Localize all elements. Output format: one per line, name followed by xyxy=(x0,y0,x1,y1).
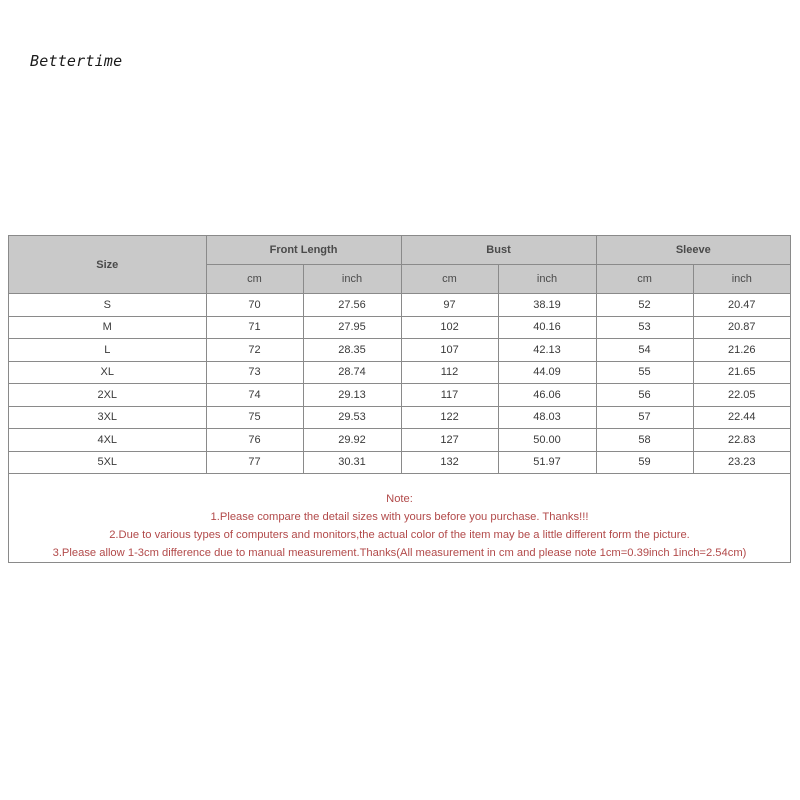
measurement-cell: 132 xyxy=(401,451,498,473)
brand-name: Bettertime xyxy=(30,52,123,70)
measurement-cell: 107 xyxy=(401,339,498,362)
measurement-cell: 20.47 xyxy=(693,294,790,317)
size-column-header: Size xyxy=(9,236,206,294)
measurement-cell: 46.06 xyxy=(498,384,596,407)
table-row xyxy=(9,316,790,339)
table-row xyxy=(9,384,790,407)
measurement-cell: 74 xyxy=(206,384,303,407)
measurement-cell: 22.44 xyxy=(693,406,790,429)
measurement-cell: 122 xyxy=(401,406,498,429)
measurement-cell: 53 xyxy=(596,316,693,339)
unit-header: cm xyxy=(206,265,303,294)
unit-header: inch xyxy=(498,265,596,294)
bust-header: Bust xyxy=(401,236,596,265)
measurement-cell: 71 xyxy=(206,316,303,339)
notes-section xyxy=(9,473,790,562)
measurement-cell: 28.74 xyxy=(303,361,401,384)
measurement-cell: 30.31 xyxy=(303,451,401,473)
measurement-cell: 20.87 xyxy=(693,316,790,339)
measurement-cell: 23.23 xyxy=(693,451,790,473)
sleeve-header: Sleeve xyxy=(596,236,790,265)
table-row xyxy=(9,294,790,317)
measurement-cell: 52 xyxy=(596,294,693,317)
measurement-cell: 112 xyxy=(401,361,498,384)
measurement-cell: 97 xyxy=(401,294,498,317)
measurement-cell: 58 xyxy=(596,429,693,452)
measurement-cell: 42.13 xyxy=(498,339,596,362)
header-group-row xyxy=(9,236,790,265)
note-line: 2.Due to various types of computers and monitors,the actual color of the item may be a little different form the picture. xyxy=(109,529,690,541)
measurement-cell: 29.53 xyxy=(303,406,401,429)
size-label-cell: 2XL xyxy=(9,384,206,407)
measurement-cell: 73 xyxy=(206,361,303,384)
size-label-cell: S xyxy=(9,294,206,317)
size-label-cell: 5XL xyxy=(9,451,206,473)
unit-header: cm xyxy=(596,265,693,294)
table-row xyxy=(9,451,790,473)
table-row xyxy=(9,429,790,452)
notes-title: Note: xyxy=(386,493,413,505)
measurement-cell: 59 xyxy=(596,451,693,473)
measurement-cell: 27.95 xyxy=(303,316,401,339)
measurement-cell: 50.00 xyxy=(498,429,596,452)
measurement-cell: 28.35 xyxy=(303,339,401,362)
measurement-cell: 57 xyxy=(596,406,693,429)
front-length-header: Front Length xyxy=(206,236,401,265)
measurement-cell: 29.92 xyxy=(303,429,401,452)
note-line: 3.Please allow 1-3cm difference due to manual measurement.Thanks(All measurement in cm and please note 1cm=0.39inch 1inch=2.54cm) xyxy=(52,547,747,559)
measurement-cell: 51.97 xyxy=(498,451,596,473)
measurement-cell: 29.13 xyxy=(303,384,401,407)
measurement-cell: 56 xyxy=(596,384,693,407)
table-row xyxy=(9,339,790,362)
measurement-cell: 48.03 xyxy=(498,406,596,429)
unit-header: cm xyxy=(401,265,498,294)
size-label-cell: L xyxy=(9,339,206,362)
size-label-cell: XL xyxy=(9,361,206,384)
measurement-cell: 21.65 xyxy=(693,361,790,384)
size-label-cell: 4XL xyxy=(9,429,206,452)
table-row xyxy=(9,406,790,429)
measurement-cell: 102 xyxy=(401,316,498,339)
size-chart xyxy=(8,235,791,563)
size-label-cell: M xyxy=(9,316,206,339)
measurement-cell: 77 xyxy=(206,451,303,473)
measurement-cell: 27.56 xyxy=(303,294,401,317)
measurement-cell: 40.16 xyxy=(498,316,596,339)
note-line: 1.Please compare the detail sizes with yours before you purchase. Thanks!!! xyxy=(210,511,589,523)
measurement-cell: 76 xyxy=(206,429,303,452)
measurement-cell: 44.09 xyxy=(498,361,596,384)
size-label-cell: 3XL xyxy=(9,406,206,429)
measurement-cell: 75 xyxy=(206,406,303,429)
table-row xyxy=(9,361,790,384)
measurement-cell: 117 xyxy=(401,384,498,407)
size-table-body xyxy=(9,294,790,474)
measurement-cell: 22.05 xyxy=(693,384,790,407)
measurement-cell: 127 xyxy=(401,429,498,452)
unit-header: inch xyxy=(693,265,790,294)
unit-header: inch xyxy=(303,265,401,294)
measurement-cell: 72 xyxy=(206,339,303,362)
measurement-cell: 22.83 xyxy=(693,429,790,452)
measurement-cell: 54 xyxy=(596,339,693,362)
measurement-cell: 21.26 xyxy=(693,339,790,362)
size-table xyxy=(9,236,790,473)
measurement-cell: 55 xyxy=(596,361,693,384)
measurement-cell: 70 xyxy=(206,294,303,317)
measurement-cell: 38.19 xyxy=(498,294,596,317)
